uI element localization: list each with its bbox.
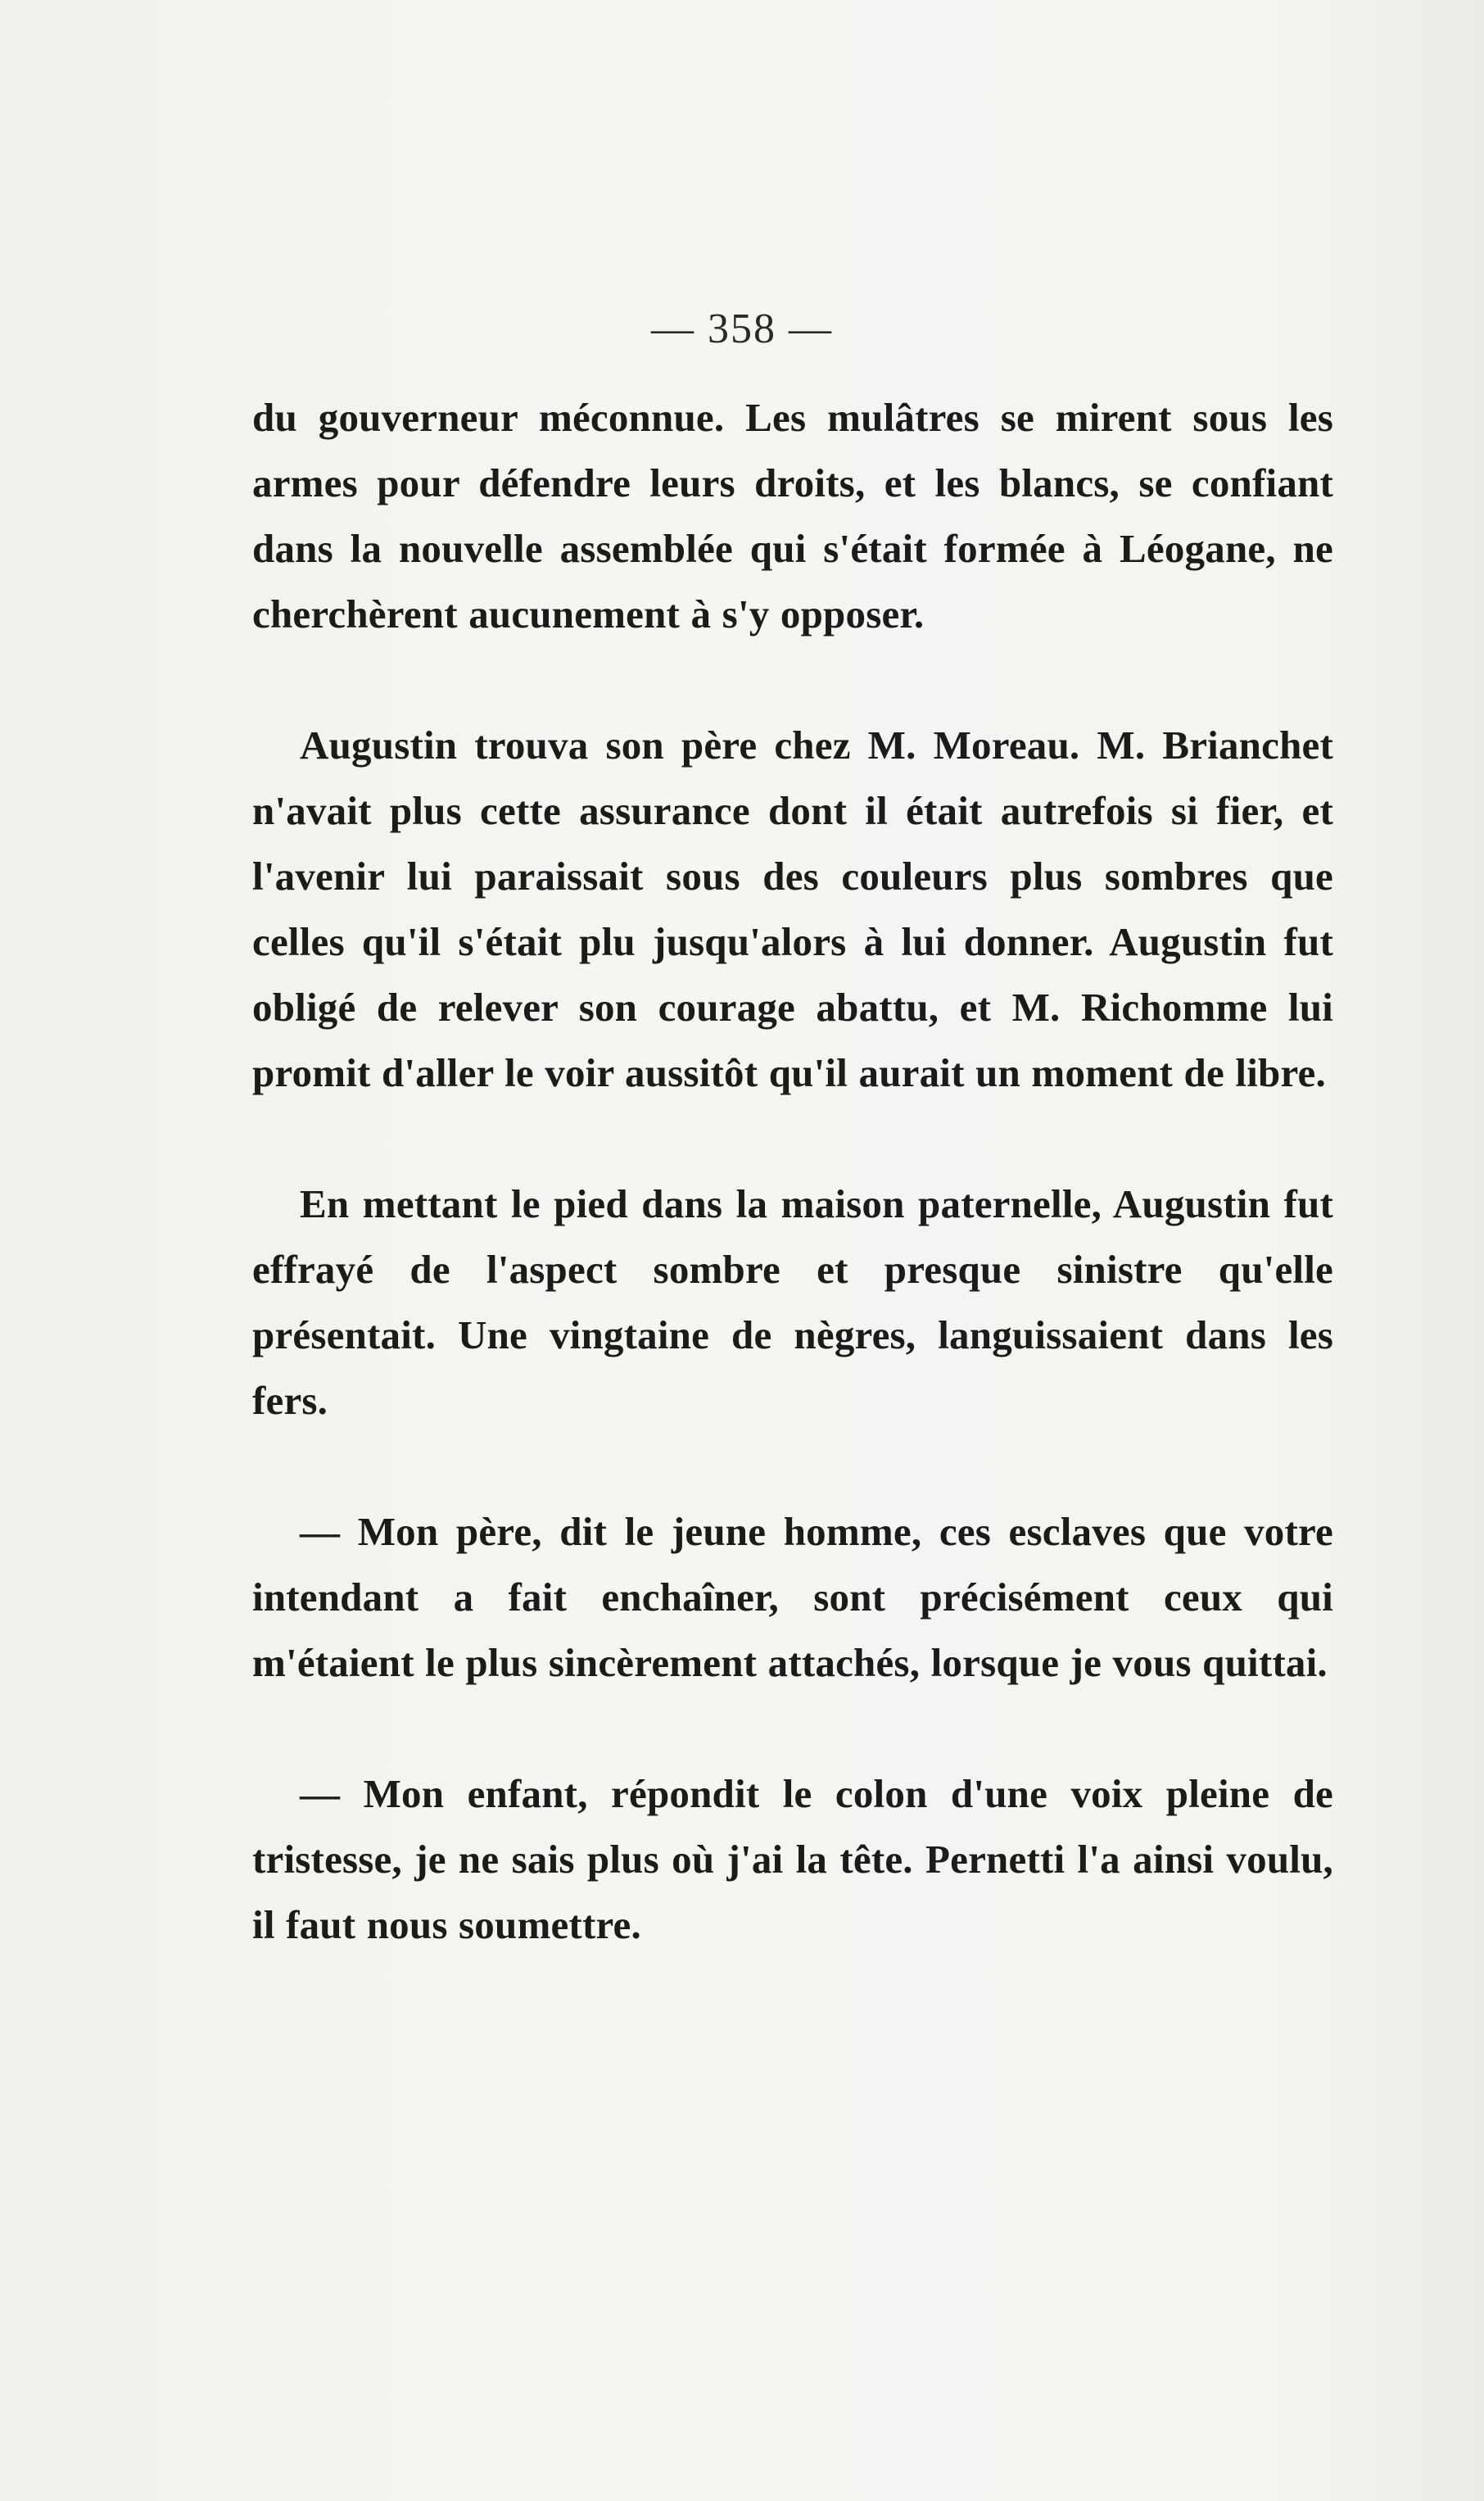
paragraph-5: — Mon enfant, répondit le colon d'une voix pleine de tristesse, je ne sais plus où j'ai la tête. Pernetti l'a ainsi voulu, il faut nous soumettre. — [252, 1771, 1333, 1947]
paragraph-gap — [252, 1106, 1333, 1171]
paragraph-1: du gouverneur méconnue. Les mulâtres se mirent sous les armes pour défendre leurs droits, et les blancs, se confiant dans la nouvelle assemblée qui s'était formée à Léogane, ne cherchèrent aucunement à s'y opposer. — [252, 395, 1333, 637]
paragraph-2: Augustin trouva son père chez M. Moreau. M. Brianchet n'avait plus cette assurance dont il était autrefois si fier, et l'avenir lui paraissait sous des couleurs plus sombres que celles qu'il s'était plu jusqu'alors à lui donner. Augustin fut obligé de relever son courage abattu, et M. Richomme lui promit d'aller le voir aussitôt qu'il aurait un moment de libre. — [252, 723, 1333, 1095]
paragraph-4: — Mon père, dit le jeune homme, ces esclaves que votre intendant a fait enchaîner, sont précisément ceux qui m'étaient le plus sincèrement attachés, lorsque je vous quittai. — [252, 1509, 1333, 1685]
paragraph-3: En mettant le pied dans la maison paternelle, Augustin fut effrayé de l'aspect sombre et presque sinistre qu'elle présentait. Une vingtaine de nègres, languissaient dans les fers. — [252, 1181, 1333, 1423]
paragraph-gap — [252, 647, 1333, 713]
page-number: — 358 — — [651, 306, 833, 352]
body-text — [252, 385, 1333, 1958]
paragraph-gap — [252, 1434, 1333, 1499]
paragraph-gap — [252, 1696, 1333, 1761]
